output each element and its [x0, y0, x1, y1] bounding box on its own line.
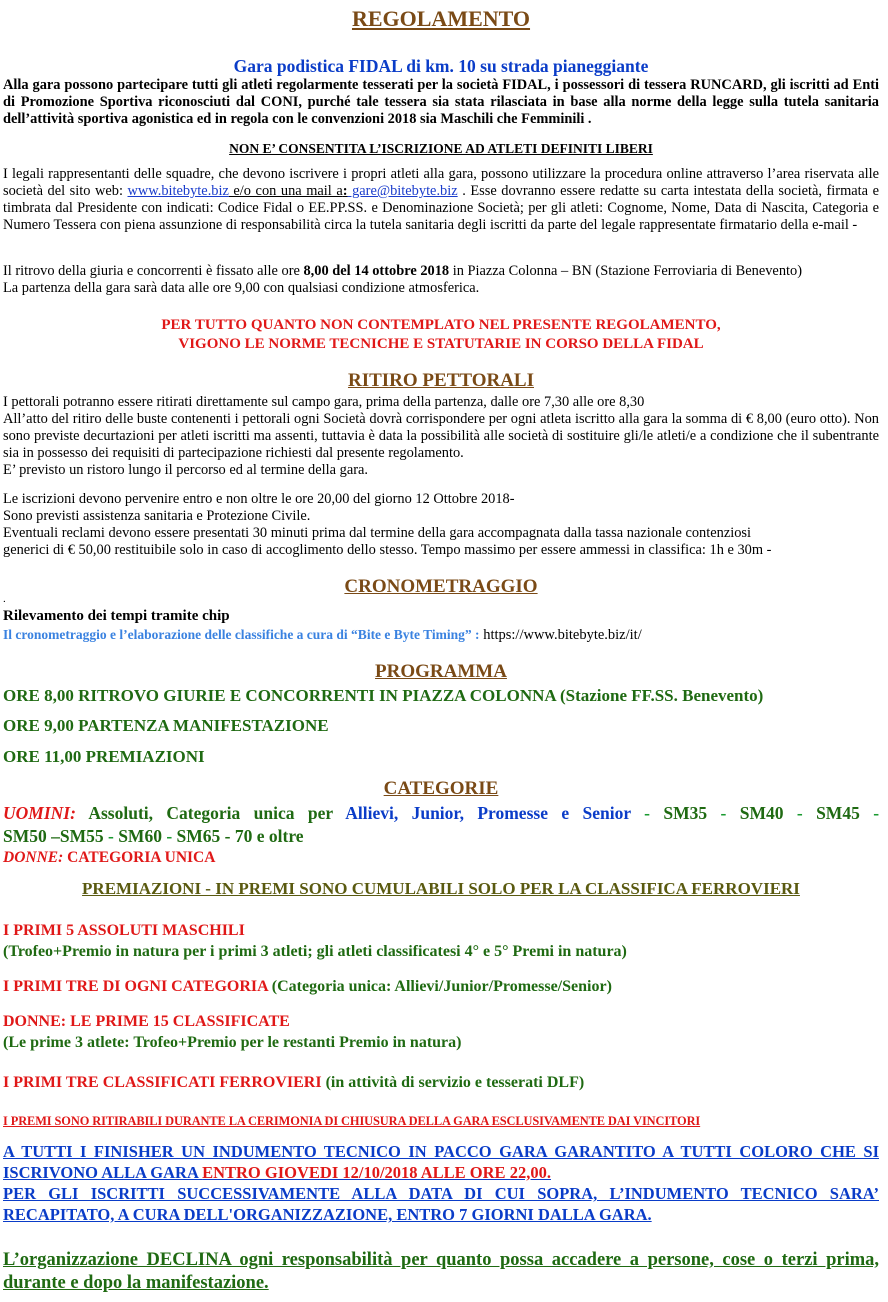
sep: - [783, 803, 817, 823]
premio-categoria [3, 976, 879, 997]
legali-colon: : [342, 183, 348, 199]
premio-assoluti-detail: (Trofeo+Premio in natura per i primi 3 atleti; gli atleti classificatesi 4° e 5° Premi in natura) [3, 943, 627, 960]
programma-heading: PROGRAMMA [375, 661, 507, 682]
email-link[interactable]: gare@bitebyte.biz [347, 183, 458, 199]
ritrovo-pre: Il ritrovo della giuria e concorrenti è fissato alle ore [3, 263, 304, 279]
legali-text-1: I legali rappresentanti delle squadre, che devono iscrivere i propri atleti alla gara, possono utilizzare la procedura online attraverso l’area riservata alle società del sito web: [3, 166, 879, 199]
iscrizioni-block [3, 491, 879, 559]
ritrovo-line [3, 263, 879, 280]
categorie-uomini [3, 802, 879, 848]
norme-line-1: PER TUTTO QUANTO NON CONTEMPLATO NEL PRESENTE REGOLAMENTO, [161, 317, 721, 333]
ritiro-line-3: E’ previsto un ristoro lungo il percorso ed al termine della gara. [3, 462, 368, 478]
reclami-line-2: generici di € 50,00 restituibile solo in caso di accoglimento dello stesso. Tempo massimo per essere ammessi in classifica: 1h e 30m - [3, 542, 772, 558]
cat-sm65: SM65 [176, 826, 221, 846]
legali-paragraph [3, 166, 879, 234]
donne-label: DONNE: [3, 849, 64, 866]
legali-text-mid: e/o con una mail a [228, 183, 343, 199]
cat-sm60: SM60 [118, 826, 162, 846]
ritrovo-date: 8,00 del 14 ottobre 2018 [303, 263, 450, 279]
crono-cura-line [3, 626, 879, 644]
crono-url: https://www.bitebyte.biz/it/ [479, 627, 642, 643]
page-subtitle: Gara podistica FIDAL di km. 10 su strada pianeggiante [233, 56, 649, 76]
uomini-categories: Allievi, Junior, Promesse e Senior [345, 803, 631, 823]
premio-donne-detail: (Le prime 3 atlete: Trofeo+Premio per le restanti Premio in natura) [3, 1034, 462, 1051]
crono-dot: . [3, 593, 6, 605]
premiazioni-heading: PREMIAZIONI - IN PREMI SONO CUMULABILI SOLO PER LA CLASSIFICA FERROVIERI [82, 879, 800, 898]
sep: - [707, 803, 740, 823]
cat-sm45: SM45 [816, 803, 860, 823]
ritiro-line-2: All’atto del ritiro delle buste contenenti i pettorali ogni Società dovrà corrispondere per ogni atleta iscritto alla gara la somma di € 8,00 (euro otto). Non sono previste decurtazioni per atleti iscritti ma assenti, tuttavia è data la possibilità alle società di sostituire gli/le atleti/e a condizione che il subentrante sia in possesso dei requisiti di partecipazione richiesti dal presente regolamento. [3, 411, 879, 461]
crono-heading: CRONOMETRAGGIO [344, 576, 538, 597]
ritiro-heading: RITIRO PETTORALI [347, 370, 534, 391]
cat-sm50-55: SM50 –SM55 [3, 826, 104, 846]
categorie-donne [3, 849, 879, 867]
premi-ritirabili-notice: I PREMI SONO RITIRABILI DURANTE LA CERIMONIA DI CHIUSURA DELLA GARA ESCLUSIVAMENTE DAI VINCITORI [3, 1114, 701, 1128]
crono-cura-text: Il cronometraggio e l’elaborazione delle classifiche a cura di “Bite e Byte Timing” : [3, 627, 480, 642]
finisher-text-1: A TUTTI I FINISHER UN INDUMENTO TECNICO IN PACCO GARA GARANTITO A TUTTI COLORO CHE SI ISCRIVONO ALLA GARA [3, 1142, 879, 1182]
uomini-label: UOMINI: [3, 803, 76, 823]
intro-paragraph: Alla gara possono partecipare tutti gli atleti regolarmente tesserati per la società FIDAL, i possessori di tessera RUNCARD, gli iscritti ad Enti di Promozione Sportiva riconosciuti dal CONI, purché tale tessera sia stata rilasciata in base alla norme della legge sulla tutela sanitaria dell’attività sportiva agonistica ed in regola con le convenzioni 2018 sia Maschili che Femminili . [3, 77, 879, 127]
premio-categoria-detail: (Categoria unica: Allievi/Junior/Promesse/Senior) [267, 978, 612, 995]
cat-70-oltre: - 70 e oltre [220, 826, 304, 846]
programma-row-2: ORE 9,00 PARTENZA MANIFESTAZIONE [3, 716, 329, 735]
cat-sm35: SM35 [663, 803, 708, 823]
assistenza-line: Sono previsti assistenza sanitaria e Protezione Civile. [3, 508, 311, 524]
premio-donne-title: DONNE: LE PRIME 15 CLASSIFICATE [3, 1013, 290, 1030]
premio-assoluti [3, 920, 879, 962]
ritiro-block [3, 394, 879, 479]
ritiro-line-1: I pettorali potranno essere ritirati direttamente sul campo gara, prima della partenza, dalle ore 7,30 alle ore 8,30 [3, 394, 645, 410]
declina-notice: L’organizzazione DECLINA ogni responsabilità per quanto possa accadere a persone, cose o terzi prima, durante e dopo la manifestazione. [3, 1250, 879, 1293]
page-title: REGOLAMENTO [351, 6, 531, 31]
iscrizioni-line: Le iscrizioni devono pervenire entro e non oltre le ore 20,00 del giorno 12 Ottobre 2018- [3, 491, 515, 507]
reclami-line-1: Eventuali reclami devono essere presentati 30 minuti prima dal termine della gara accompagnata dalla tassa nazionale contenziosi [3, 525, 752, 541]
finisher-notice [3, 1141, 879, 1225]
sep: - [103, 826, 119, 846]
partenza-line: La partenza della gara sarà data alle ore 9,00 con qualsiasi condizione atmosferica. [3, 280, 480, 296]
premio-ferrovieri [3, 1072, 879, 1093]
uomini-text: Assoluti, Categoria unica per [75, 803, 346, 823]
website-link[interactable]: www.bitebyte.biz [127, 183, 229, 199]
finisher-text-2: PER GLI ISCRITTI SUCCESSIVAMENTE ALLA DATA DI CUI SOPRA, L’INDUMENTO TECNICO SARA’ RECAPITATO, A CURA DELL'ORGANIZZAZIONE, ENTRO 7 GIORNI DALLA GARA. [3, 1184, 879, 1224]
sep: - [630, 803, 664, 823]
finisher-deadline: ENTRO GIOVEDI 12/10/2018 ALLE ORE 22,00. [202, 1163, 551, 1182]
categorie-heading: CATEGORIE [383, 778, 499, 799]
sep: - [859, 803, 880, 823]
premio-ferrovieri-title: I PRIMI TRE CLASSIFICATI FERROVIERI [3, 1074, 322, 1091]
norme-line-2: VIGONO LE NORME TECNICHE E STATUTARIE IN CORSO DELLA FIDAL [178, 336, 704, 352]
premio-donne [3, 1011, 879, 1053]
premio-categoria-title: I PRIMI TRE DI OGNI CATEGORIA [3, 978, 268, 995]
cat-sm40: SM40 [739, 803, 784, 823]
chip-line: Rilevamento dei tempi tramite chip [3, 608, 230, 624]
norme-notice [3, 316, 879, 354]
premio-assoluti-title: I PRIMI 5 ASSOLUTI MASCHILI [3, 922, 245, 939]
legali-text-2: . Esse dovranno essere redatte su carta intestata della società, firmata e timbrata dal Presidente con indicati: Codice Fidal o EE.PP.SS. e Denominazione Società; per gli atleti: Cognome, Nome, Data di Nascita, Categoria e Numero Tessera con piena assunzione di responsabilità circa la tutela sanitaria degli iscritti da parte del legale rappresentate firmatario della e-mail - [3, 183, 880, 233]
non-consentita-notice: NON E’ CONSENTITA L’ISCRIZIONE AD ATLETI DEFINITI LIBERI [229, 141, 653, 156]
donne-text: CATEGORIA UNICA [63, 849, 216, 866]
programma-row-1: ORE 8,00 RITROVO GIURIE E CONCORRENTI IN PIAZZA COLONNA (Stazione FF.SS. Benevento) [3, 686, 764, 705]
programma-row-3: ORE 11,00 PREMIAZIONI [3, 747, 205, 766]
premio-ferrovieri-detail: (in attività di servizio e tesserati DLF) [321, 1074, 585, 1091]
sep: - [161, 826, 177, 846]
ritrovo-post: in Piazza Colonna – BN (Stazione Ferroviaria di Benevento) [449, 263, 802, 279]
